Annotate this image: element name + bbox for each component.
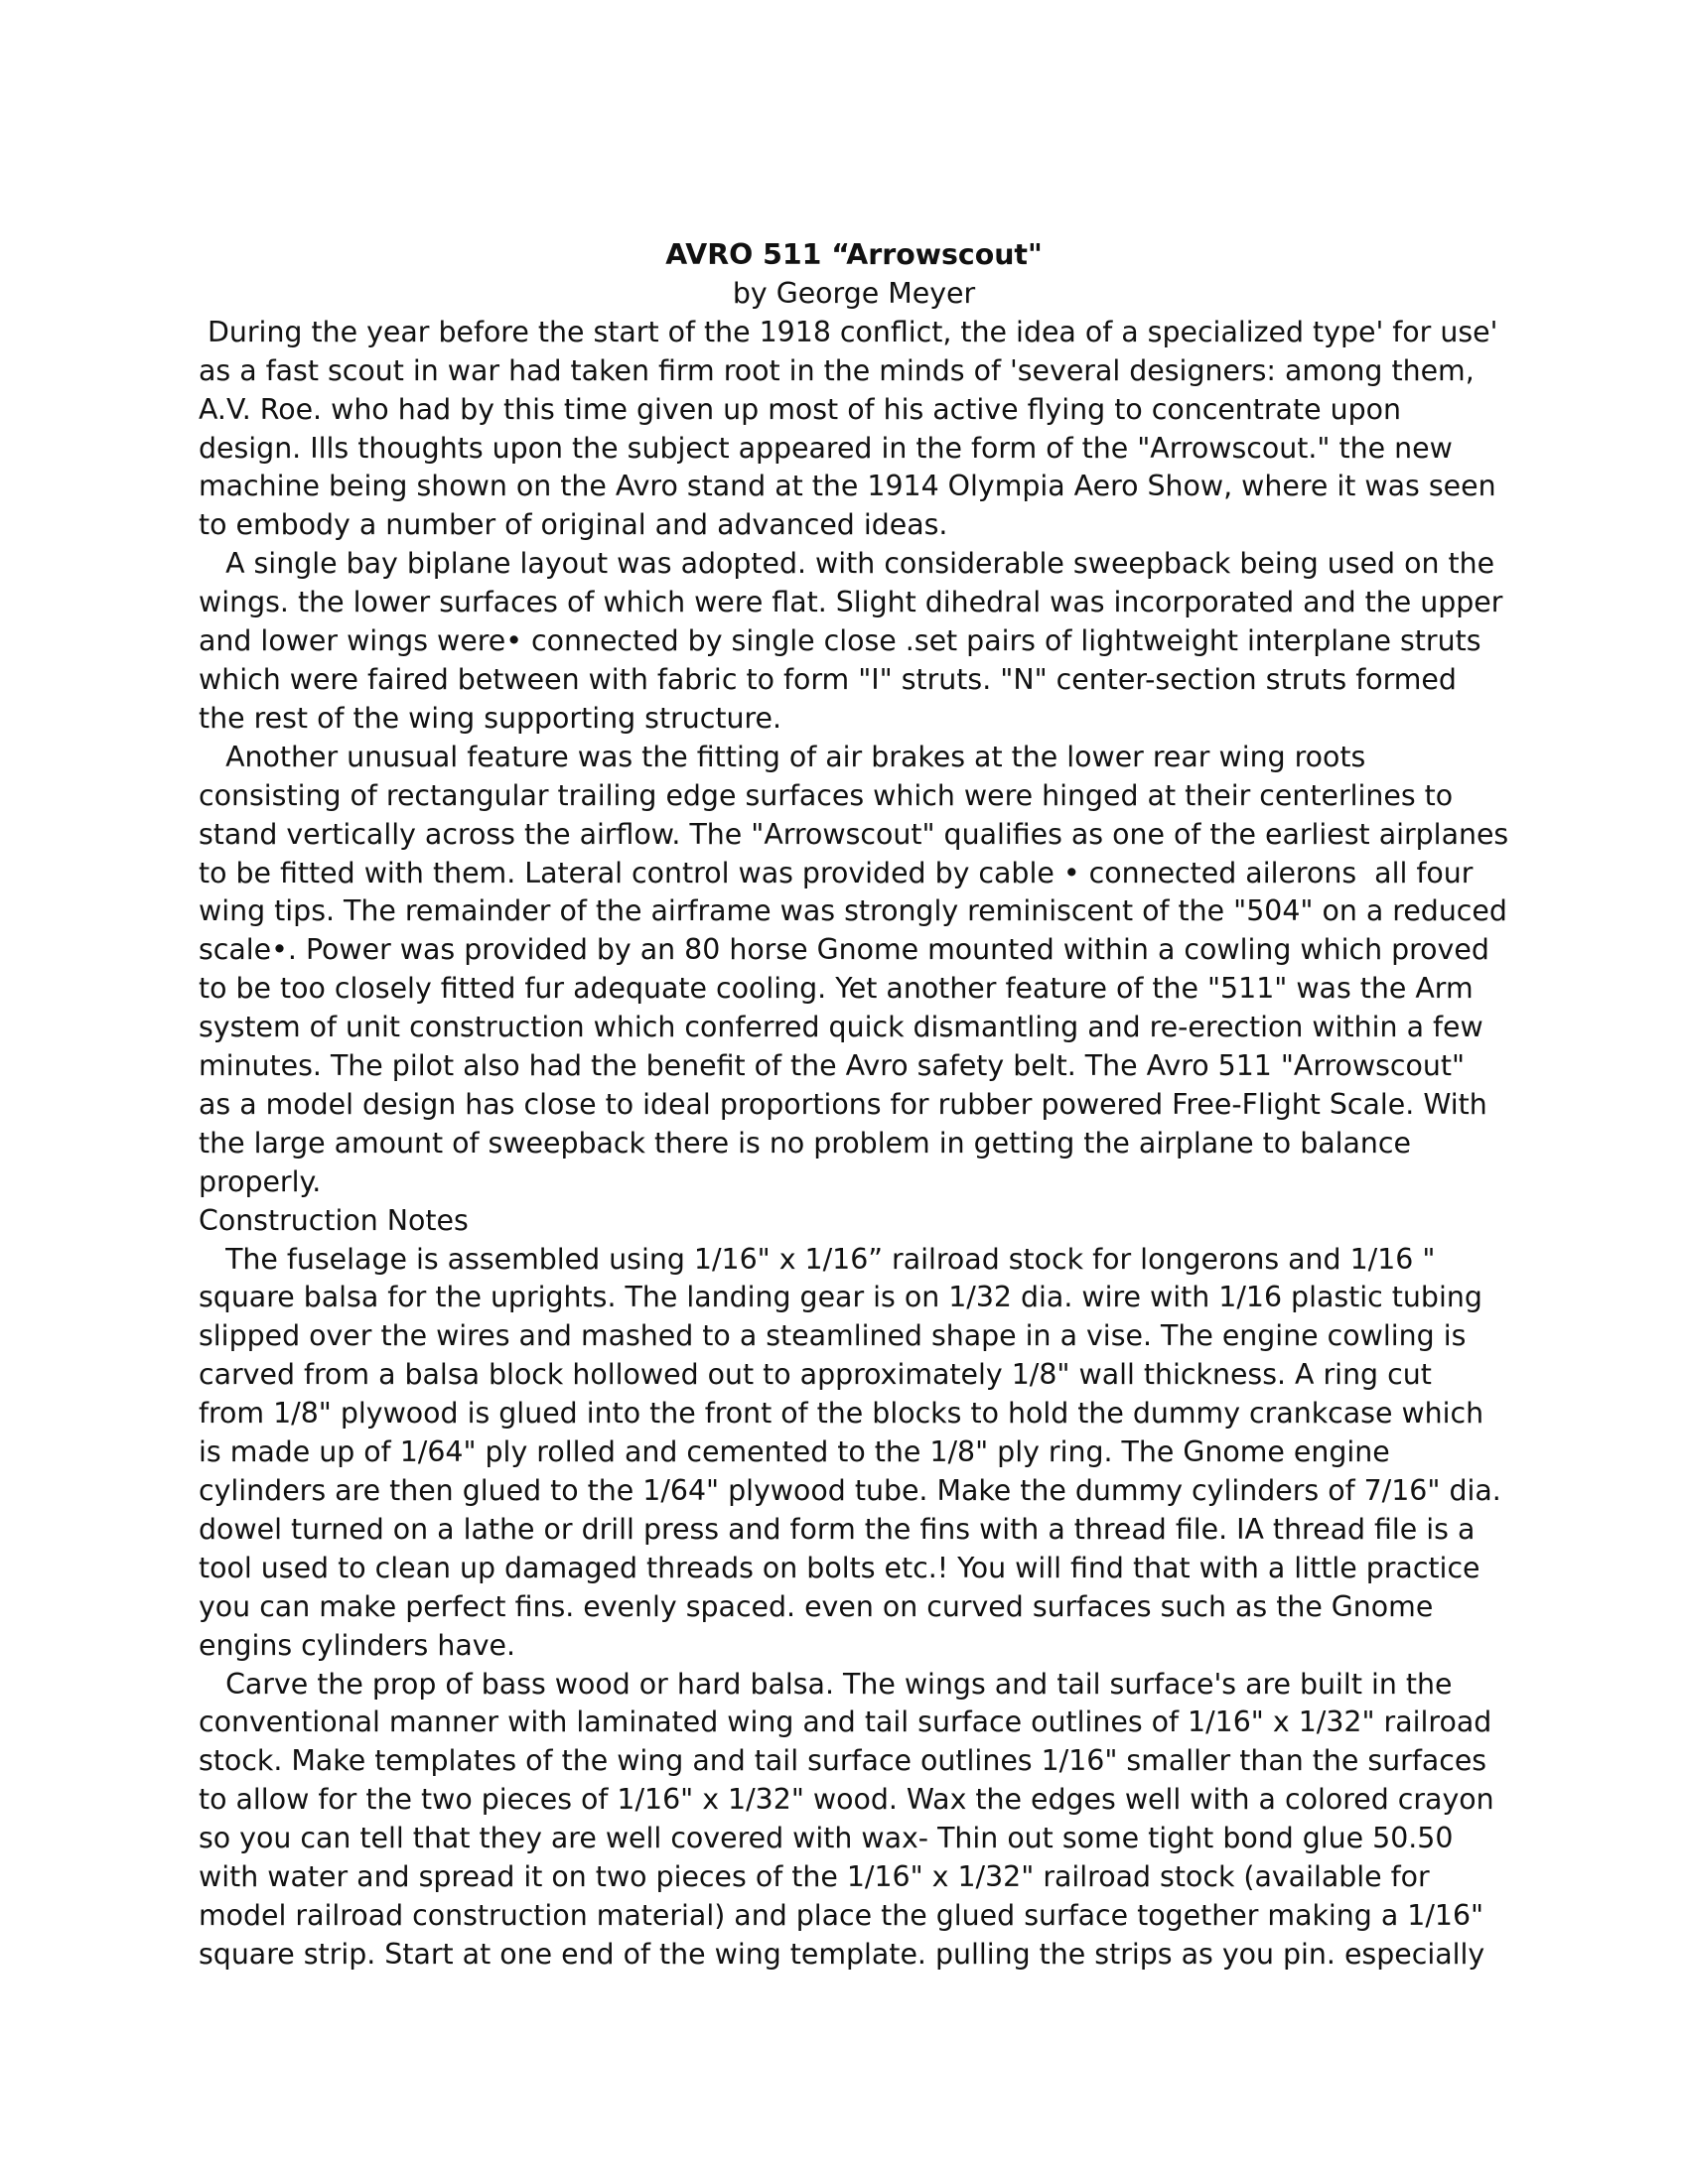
text-line: A.V. Roe. who had by this time given up most of his active flying to concentrate upon bbox=[199, 392, 1401, 426]
document-title: AVRO 511 “Arrowscout" bbox=[665, 238, 1043, 271]
text-line: minutes. The pilot also had the benefit of the Avro safety belt. The Avro 511 "Arrowscout" bbox=[199, 1049, 1466, 1083]
document-body bbox=[199, 236, 1509, 1975]
text-line: square balsa for the uprights. The landing gear is on 1/32 dia. wire with 1/16 plastic tubing bbox=[199, 1281, 1482, 1314]
text-line: square strip. Start at one end of the wing template. pulling the strips as you pin. especially bbox=[199, 1937, 1485, 1971]
text-line: the large amount of sweepback there is no problem in getting the airplane to balance bbox=[199, 1126, 1411, 1160]
text-line: The fuselage is assembled using 1/16" x 1/16” railroad stock for longerons and 1/16 " bbox=[199, 1242, 1436, 1276]
text-line: and lower wings were• connected by single close .set pairs of lightweight interplane struts bbox=[199, 624, 1481, 658]
text-line: as a model design has close to ideal proportions for rubber powered Free-Flight Scale. With bbox=[199, 1087, 1487, 1121]
text-line: properly. bbox=[199, 1164, 322, 1198]
text-line: as a fast scout in war had taken firm root in the minds of 'several designers: among them, bbox=[199, 353, 1475, 387]
text-line: is made up of 1/64" ply rolled and cemented to the 1/8" ply ring. The Gnome engine bbox=[199, 1435, 1390, 1469]
text-line: model railroad construction material) and place the glued surface together making a 1/16" bbox=[199, 1898, 1484, 1932]
text-line: cylinders are then glued to the 1/64" plywood tube. Make the dummy cylinders of 7/16" dia. bbox=[199, 1474, 1501, 1507]
article-text bbox=[199, 314, 1509, 1975]
text-line: with water and spread it on two pieces of the 1/16" x 1/32" railroad stock (available for bbox=[199, 1860, 1430, 1894]
text-line: scale•. Power was provided by an 80 horse Gnome mounted within a cowling which proved bbox=[199, 933, 1489, 967]
text-line: to allow for the two pieces of 1/16" x 1/32" wood. Wax the edges well with a colored crayon bbox=[199, 1783, 1494, 1817]
text-line: wing tips. The remainder of the airframe was strongly reminiscent of the "504" on a reduced bbox=[199, 894, 1507, 928]
text-line: system of unit construction which conferred quick dismantling and re-erection within a few bbox=[199, 1011, 1483, 1044]
text-line: so you can tell that they are well covered with wax- Thin out some tight bond glue 50.50 bbox=[199, 1822, 1454, 1855]
text-line: to embody a number of original and advanced ideas. bbox=[199, 508, 948, 542]
text-line: A single bay biplane layout was adopted. with considerable sweepback being used on the bbox=[199, 547, 1495, 581]
text-line: the rest of the wing supporting structure. bbox=[199, 701, 782, 735]
text-line: conventional manner with laminated wing and tail surface outlines of 1/16" x 1/32" railroad bbox=[199, 1706, 1492, 1739]
text-line: to be fitted with them. Lateral control was provided by cable • connected ailerons all four bbox=[199, 856, 1474, 889]
text-line: consisting of rectangular trailing edge surfaces which were hinged at their centerlines to bbox=[199, 778, 1454, 812]
text-line: engins cylinders have. bbox=[199, 1628, 516, 1662]
text-line: from 1/8" plywood is glued into the front of the blocks to hold the dummy crankcase which bbox=[199, 1397, 1484, 1431]
text-line: slipped over the wires and mashed to a steamlined shape in a vise. The engine cowling is bbox=[199, 1319, 1467, 1353]
text-line: Carve the prop of bass wood or hard balsa. The wings and tail surface's are built in the bbox=[199, 1667, 1453, 1701]
text-line: Another unusual feature was the fitting of air brakes at the lower rear wing roots bbox=[199, 740, 1366, 773]
text-line: stand vertically across the airflow. The "Arrowscout" qualifies as one of the earliest airplanes bbox=[199, 817, 1509, 851]
text-line: During the year before the start of the 1918 conflict, the idea of a specialized type' for use' bbox=[199, 315, 1498, 348]
text-line: machine being shown on the Avro stand at the 1914 Olympia Aero Show, where it was seen bbox=[199, 470, 1496, 503]
text-line: wings. the lower surfaces of which were flat. Slight dihedral was incorporated and the upper bbox=[199, 586, 1503, 619]
text-line: tool used to clean up damaged threads on bolts etc.! You will find that with a little practice bbox=[199, 1551, 1480, 1584]
text-line: carved from a balsa block hollowed out to approximately 1/8" wall thickness. A ring cut bbox=[199, 1358, 1432, 1392]
text-line: you can make perfect fins. evenly spaced. even on curved surfaces such as the Gnome bbox=[199, 1589, 1434, 1623]
text-line: stock. Make templates of the wing and tail surface outlines 1/16" smaller than the surfaces bbox=[199, 1744, 1487, 1778]
author-byline: by George Meyer bbox=[732, 276, 976, 310]
text-line: Construction Notes bbox=[199, 1203, 469, 1237]
text-line: design. Ills thoughts upon the subject appeared in the form of the "Arrowscout." the new bbox=[199, 431, 1453, 465]
text-line: dowel turned on a lathe or drill press and form the fins with a thread file. IA thread file is a bbox=[199, 1512, 1476, 1546]
text-line: to be too closely fitted fur adequate cooling. Yet another feature of the "511" was the Arm bbox=[199, 972, 1474, 1006]
text-line: which were faired between with fabric to form "I" struts. "N" center-section struts formed bbox=[199, 662, 1457, 696]
